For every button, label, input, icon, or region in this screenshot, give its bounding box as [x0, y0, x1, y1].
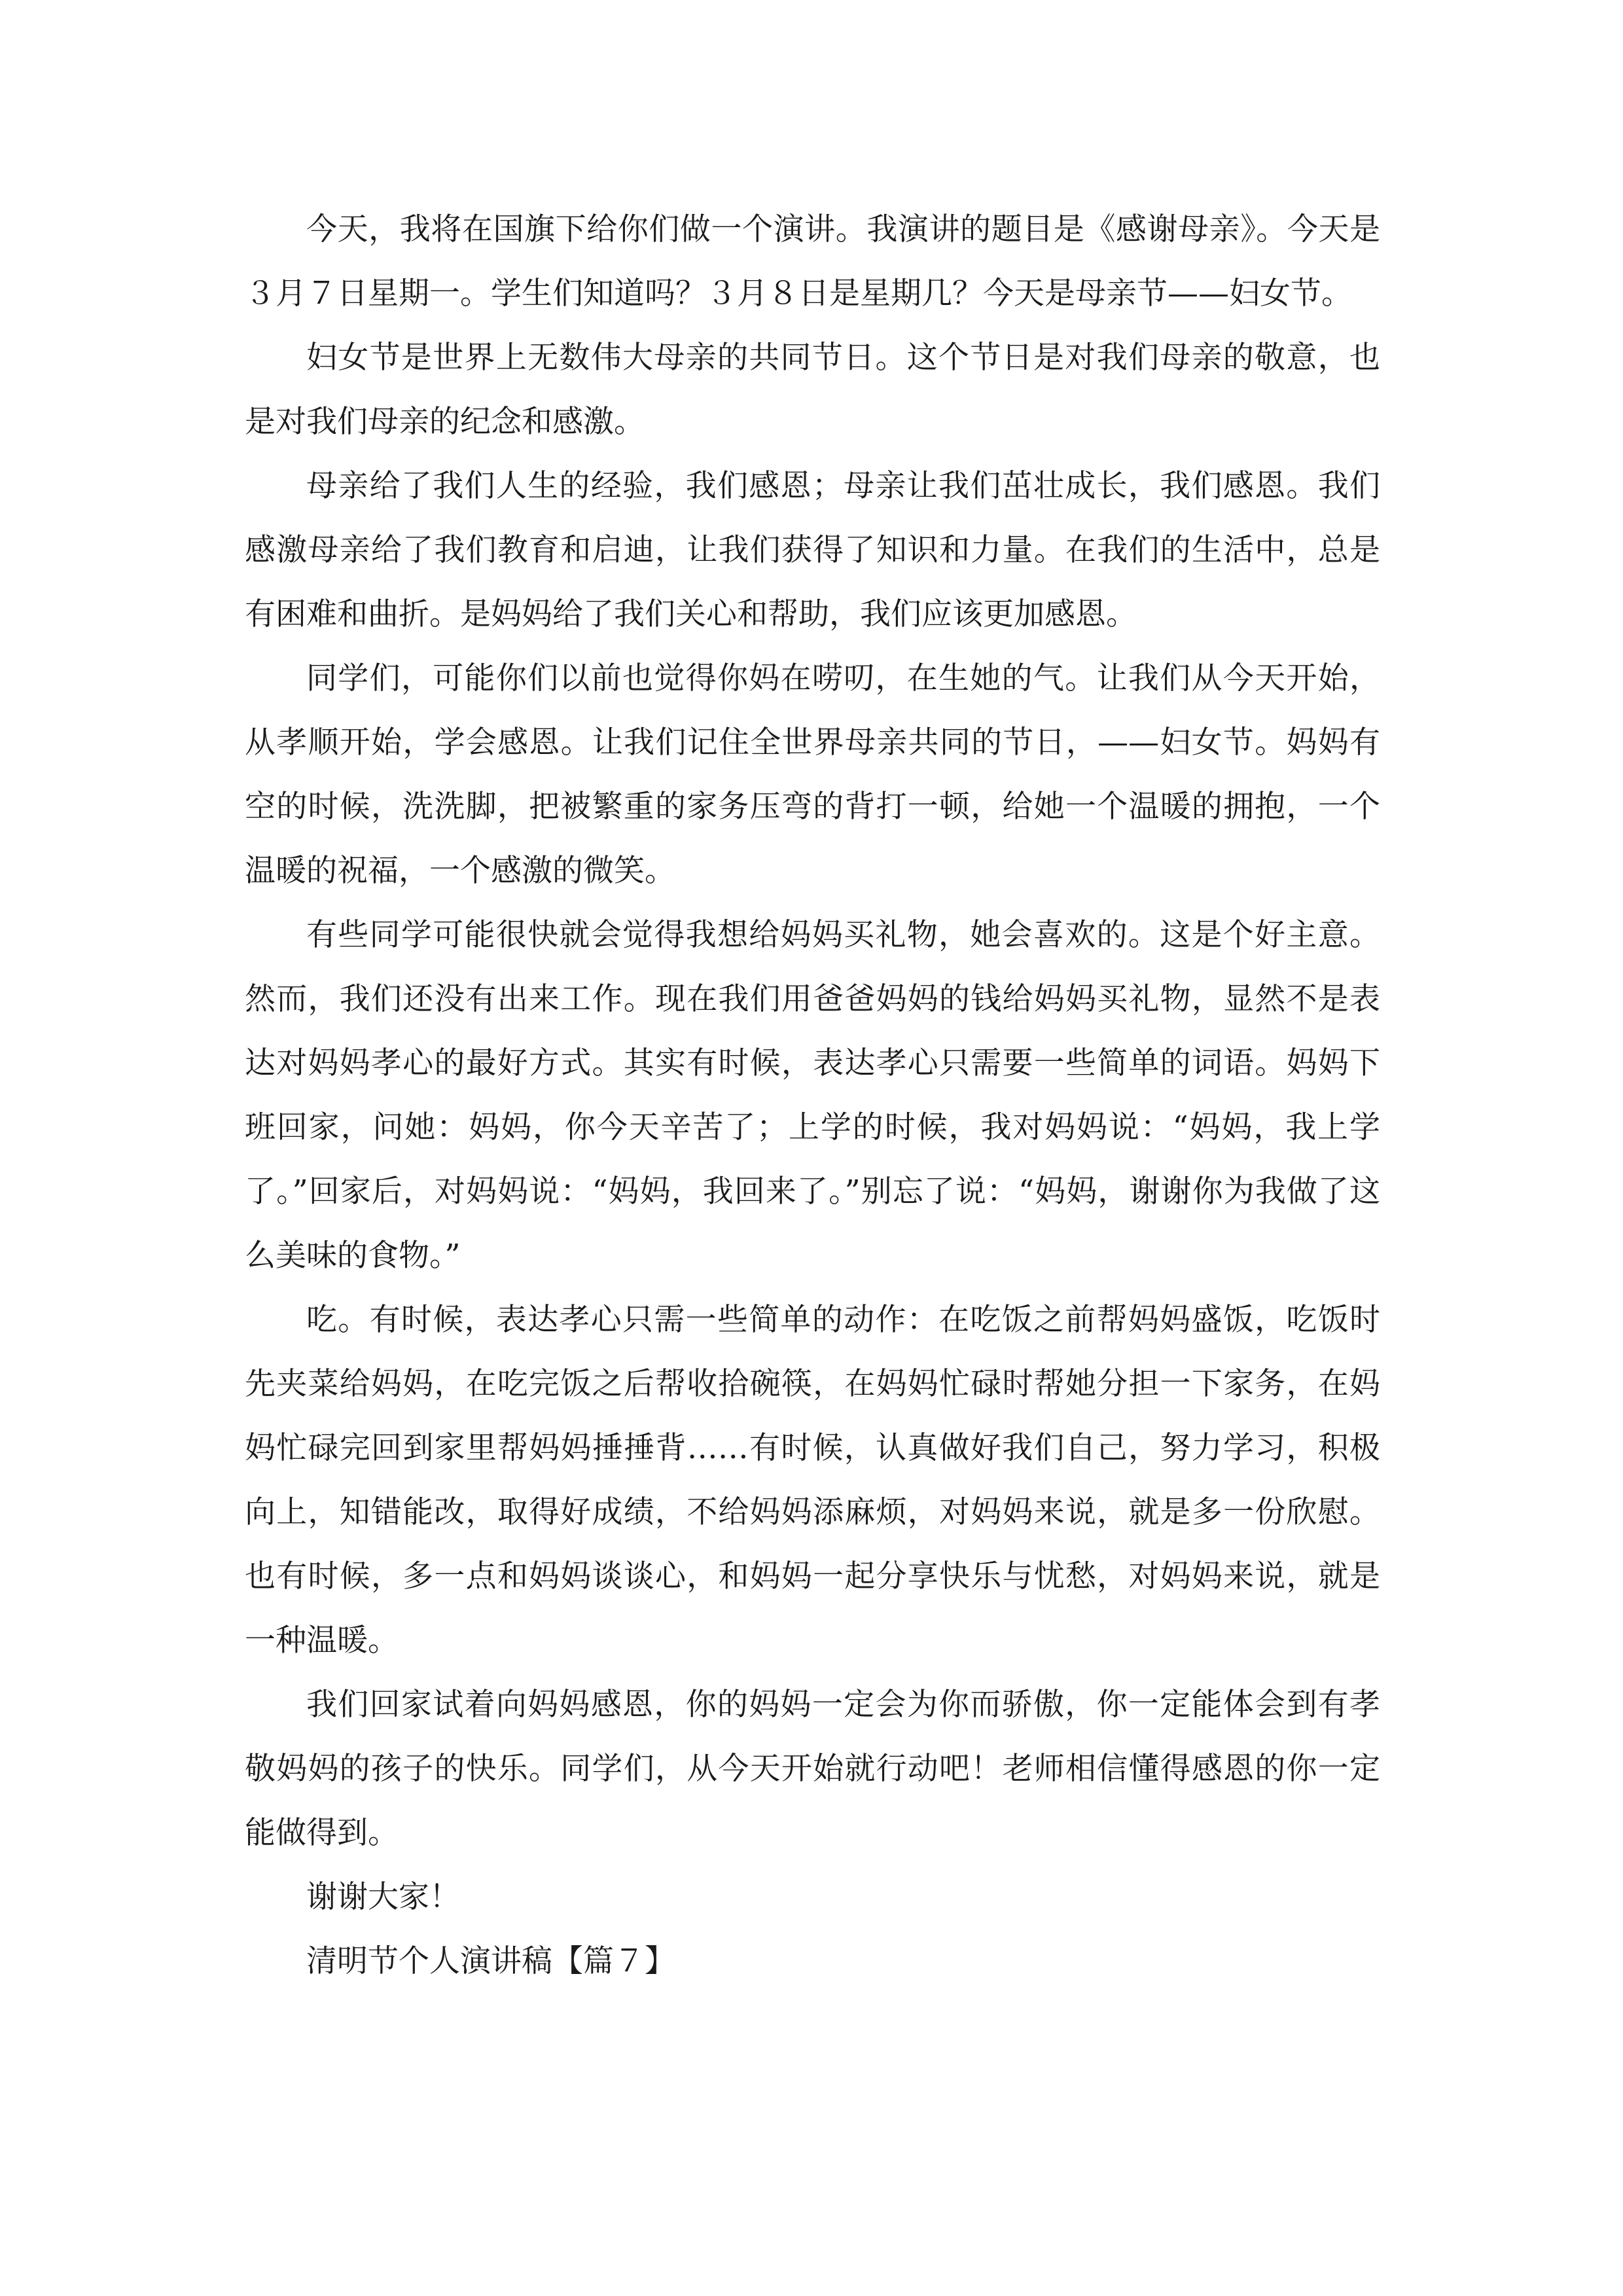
paragraph: 同学们，可能你们以前也觉得你妈在唠叨，在生她的气。让我们从今天开始，从孝顺开始，学会感恩。让我们记住全世界母亲共同的节日，——妇女节。妈妈有空的时候，洗洗脚，把被繁重的家务压弯的背打一顿，给她一个温暖的拥抱，一个温暖的祝福，一个感激的微笑。: [245, 660, 1380, 889]
paragraph: 吃。有时候，表达孝心只需一些简单的动作：在吃饭之前帮妈妈盛饭，吃饭时先夹菜给妈妈，在吃完饭之后帮收拾碗筷，在妈妈忙碌时帮她分担一下家务，在妈妈忙碌完回到家里帮妈妈捶捶背……有时候，认真做好我们自己，努力学习，积极向上，知错能改，取得好成绩，不给妈妈添麻烦，对妈妈来说，就是多一份欣慰。也有时候，多一点和妈妈谈谈心，和妈妈一起分享快乐与忧愁，对妈妈来说，就是一种温暖。: [245, 1302, 1380, 1659]
paragraph: 有些同学可能很快就会觉得我想给妈妈买礼物，她会喜欢的。这是个好主意。然而，我们还没有出来工作。现在我们用爸爸妈妈的钱给妈妈买礼物，显然不是表达对妈妈孝心的最好方式。其实有时候，表达孝心只需要一些简单的词语。妈妈下班回家，问她：妈妈，你今天辛苦了；上学的时候，我对妈妈说：“妈妈，我上学了。”回家后，对妈妈说：“妈妈，我回来了。”别忘了说：“妈妈，谢谢你为我做了这么美味的食物。”: [245, 917, 1380, 1274]
paragraph: 妇女节是世界上无数伟大母亲的共同节日。这个节日是对我们母亲的敬意，也是对我们母亲的纪念和感激。: [245, 340, 1380, 440]
paragraph: 我们回家试着向妈妈感恩，你的妈妈一定会为你而骄傲，你一定能体会到有孝敬妈妈的孩子的快乐。同学们，从今天开始就行动吧！老师相信懂得感恩的你一定能做得到。: [245, 1687, 1380, 1851]
paragraph: 今天，我将在国旗下给你们做一个演讲。我演讲的题目是《感谢母亲》。今天是３月７日星期一。学生们知道吗？３月８日是星期几？今天是母亲节——妇女节。: [245, 211, 1380, 312]
section-heading: 清明节个人演讲稿【篇７】: [306, 1943, 675, 1979]
document-body: [245, 198, 1380, 1994]
paragraph: 母亲给了我们人生的经验，我们感恩；母亲让我们茁壮成长，我们感恩。我们感激母亲给了我们教育和启迪，让我们获得了知识和力量。在我们的生活中，总是有困难和曲折。是妈妈给了我们关心和帮助，我们应该更加感恩。: [245, 468, 1380, 632]
closing-line: 谢谢大家！: [306, 1879, 460, 1915]
